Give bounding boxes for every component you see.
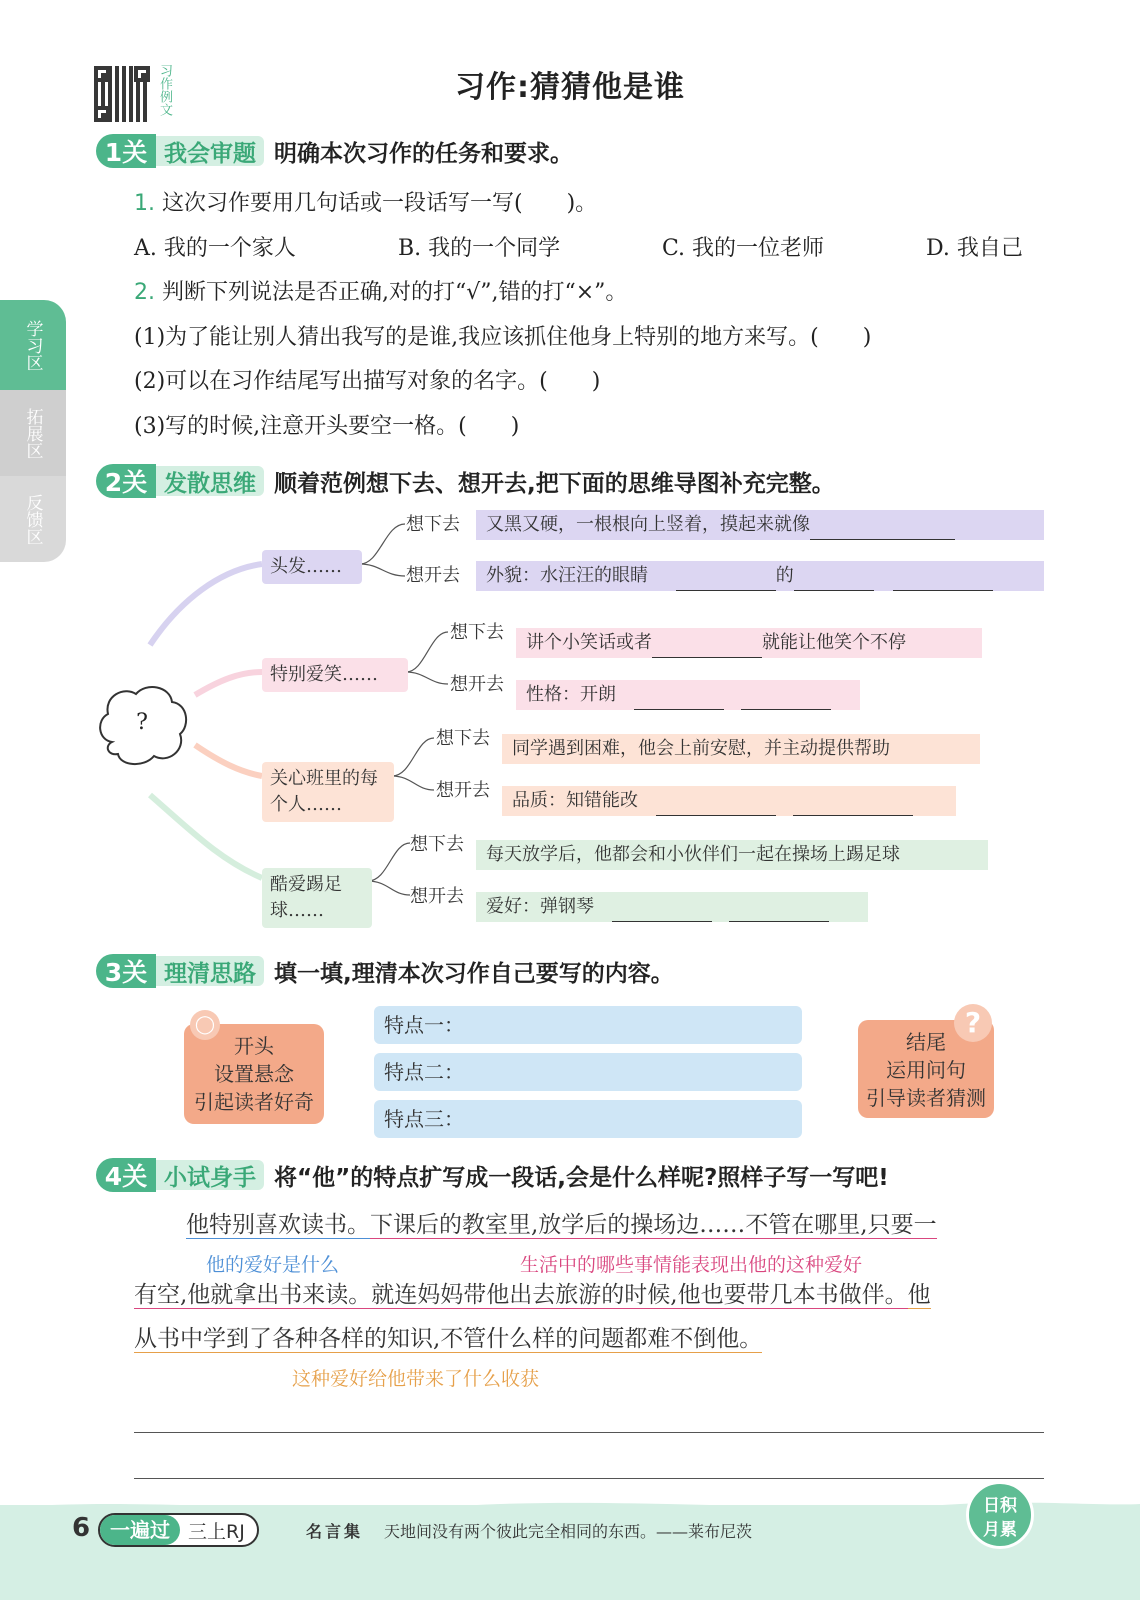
page-title: 习作:猜猜他是谁 bbox=[455, 70, 685, 105]
bar-text: 就能让他笑个不停 bbox=[762, 632, 906, 653]
grade-label: 三上RJ bbox=[188, 1520, 245, 1543]
bar-text: 讲个小笑话或者 bbox=[526, 632, 652, 653]
logo-line-2: 月累 bbox=[983, 1520, 1017, 1540]
question-number: 2. bbox=[134, 280, 155, 305]
step4-header bbox=[96, 1158, 889, 1192]
mindmap-node-laugh: 特别爱笑…… bbox=[262, 658, 408, 692]
step3-name: 理清思路 bbox=[156, 956, 264, 986]
step2-name: 发散思维 bbox=[156, 466, 264, 496]
question-2 bbox=[134, 275, 627, 306]
feature-3-field[interactable]: 特点三： bbox=[374, 1100, 802, 1138]
step2-number: 2关 bbox=[96, 464, 156, 498]
fill-blank[interactable] bbox=[634, 690, 724, 710]
feature-2-field[interactable]: 特点二： bbox=[374, 1053, 802, 1091]
fill-blank[interactable] bbox=[612, 902, 712, 922]
mindmap-bar bbox=[476, 892, 868, 922]
option-a[interactable]: A. 我的一个家人 bbox=[134, 236, 296, 261]
mindmap-node-care: 关心班里的每个人…… bbox=[262, 762, 394, 822]
statement-3[interactable]: (3)写的时候,注意开头要空一格。( ) bbox=[134, 414, 520, 439]
lead-think-open: 想开去 bbox=[410, 886, 464, 907]
mindmap-bar bbox=[516, 680, 860, 710]
lead-think-open: 想开去 bbox=[436, 780, 490, 801]
statement-1[interactable]: (1)为了能让别人猜出我写的是谁,我应该抓住他身上特别的地方来写。( ) bbox=[134, 325, 872, 350]
essay-sentence-examples: 下课后的教室里,放学后的操场边……不管在哪里,只要一 bbox=[370, 1212, 937, 1238]
step3-number: 3关 bbox=[96, 954, 156, 988]
mindmap-bar bbox=[516, 628, 982, 658]
step1-task: 明确本次习作的任务和要求。 bbox=[274, 140, 573, 167]
mindmap-node-hair: 头发…… bbox=[262, 550, 362, 584]
fill-blank[interactable] bbox=[729, 902, 829, 922]
fill-blank[interactable] bbox=[676, 571, 776, 591]
step2-task: 顺着范例想下去、想开去,把下面的思维导图补充完整。 bbox=[274, 470, 835, 497]
tab-extend[interactable]: 拓展区 bbox=[0, 390, 66, 476]
qr-corner bbox=[94, 106, 110, 122]
essay-line-1 bbox=[186, 1208, 937, 1242]
step3-task: 填一填,理清本次习作自己要写的内容。 bbox=[274, 960, 674, 987]
option-c[interactable]: C. 我的一位老师 bbox=[662, 236, 825, 261]
bar-text: 同学遇到困难，他会上前安慰，并主动提供帮助 bbox=[512, 738, 890, 759]
ending-line-1: 运用问句 bbox=[886, 1058, 966, 1082]
tab-study[interactable]: 学习区 bbox=[0, 300, 66, 390]
feature-1-field[interactable]: 特点一： bbox=[374, 1006, 802, 1044]
lead-think-down: 想下去 bbox=[436, 728, 490, 749]
option-d[interactable]: D. 我自己 bbox=[926, 236, 1023, 261]
writing-line[interactable] bbox=[134, 1478, 1044, 1479]
mindmap-bar bbox=[476, 510, 1044, 540]
brand-name: 一遍过 bbox=[100, 1515, 180, 1545]
lead-think-open: 想开去 bbox=[406, 565, 460, 586]
step1-name: 我会审题 bbox=[156, 136, 264, 166]
question-number: 1. bbox=[134, 191, 155, 216]
mindmap-bar bbox=[476, 561, 1044, 591]
step1-header bbox=[96, 134, 573, 168]
writing-line[interactable] bbox=[134, 1432, 1044, 1433]
footer bbox=[0, 1496, 1140, 1600]
daily-accumulation-logo bbox=[966, 1481, 1034, 1549]
fill-blank[interactable] bbox=[794, 571, 874, 591]
step4-name: 小试身手 bbox=[156, 1160, 264, 1190]
lead-think-open: 想开去 bbox=[450, 674, 504, 695]
fill-blank[interactable] bbox=[652, 638, 762, 658]
lightbulb-icon: ◯ bbox=[190, 1010, 220, 1040]
lead-think-down: 想下去 bbox=[450, 622, 504, 643]
essay-sentence-gain: 从书中学到了各种各样的知识,不管什么样的问题都难不倒他。 bbox=[134, 1326, 763, 1352]
bar-text: 品质：知错能改 bbox=[512, 790, 638, 811]
step4-number: 4关 bbox=[96, 1158, 156, 1192]
essay-line-2 bbox=[134, 1278, 931, 1312]
step2-header bbox=[96, 464, 835, 498]
step4-task: 将“他”的特点扩写成一段话,会是什么样呢?照样子写一写吧! bbox=[274, 1164, 889, 1191]
opening-line-1: 设置悬念 bbox=[214, 1062, 294, 1086]
mindmap-node-football: 酷爱踢足球…… bbox=[262, 868, 372, 928]
quote-label: 名言集 bbox=[306, 1522, 364, 1541]
fill-blank[interactable] bbox=[810, 520, 955, 540]
mindmap-bar bbox=[502, 734, 980, 764]
hint-hobby: 他的爱好是什么 bbox=[206, 1254, 340, 1276]
essay-sentence-gain-start: 他 bbox=[907, 1282, 931, 1308]
question-text: 判断下列说法是否正确,对的打“√”,错的打“×”。 bbox=[162, 280, 628, 305]
mindmap-bar bbox=[502, 786, 956, 816]
essay-sentence-examples-cont: 有空,他就拿出书来读。就连妈妈带他出去旅游的时候,他也要带几本书做伴。 bbox=[134, 1282, 908, 1308]
opening-title: 开头 bbox=[234, 1034, 274, 1058]
quote-text: 天地间没有两个彼此完全相同的东西。——莱布尼茨 bbox=[384, 1522, 753, 1541]
bar-text: 又黑又硬，一根根向上竖着，摸起来就像 bbox=[486, 514, 810, 535]
bar-text: 的 bbox=[775, 565, 794, 586]
option-b[interactable]: B. 我的一个同学 bbox=[398, 236, 561, 261]
mindmap-bar bbox=[476, 840, 988, 870]
step3-header bbox=[96, 954, 674, 988]
question-mark-icon: ? bbox=[954, 1004, 992, 1042]
hint-gain: 这种爱好给他带来了什么收获 bbox=[292, 1368, 540, 1390]
essay-sentence-hobby: 他特别喜欢读书。 bbox=[186, 1212, 370, 1238]
bar-text: 性格：开朗 bbox=[526, 684, 616, 705]
page-number: 6 bbox=[72, 1513, 91, 1543]
brand-badge bbox=[98, 1513, 259, 1547]
logo-line-1: 日积 bbox=[983, 1496, 1017, 1516]
bar-text: 爱好：弹钢琴 bbox=[486, 896, 594, 917]
lead-think-down: 想下去 bbox=[406, 514, 460, 535]
hint-examples: 生活中的哪些事情能表现出他的这种爱好 bbox=[520, 1254, 863, 1276]
fill-blank[interactable] bbox=[893, 571, 993, 591]
ending-title: 结尾 bbox=[906, 1030, 946, 1054]
opening-line-2: 引起读者好奇 bbox=[194, 1090, 314, 1114]
fill-blank[interactable] bbox=[741, 690, 831, 710]
qr-label: 习作例文 bbox=[157, 64, 172, 116]
step1-number: 1关 bbox=[96, 134, 156, 168]
question-text: 这次习作要用几句话或一段话写一写( )。 bbox=[162, 191, 598, 216]
tab-feedback[interactable]: 反馈区 bbox=[0, 476, 66, 562]
bar-text: 外貌：水汪汪的眼睛 bbox=[486, 565, 648, 586]
statement-2[interactable]: (2)可以在习作结尾写出描写对象的名字。( ) bbox=[134, 369, 601, 394]
fill-blank[interactable] bbox=[656, 796, 776, 816]
essay-line-3 bbox=[134, 1322, 762, 1356]
center-question-mark: ? bbox=[136, 710, 148, 735]
lead-think-down: 想下去 bbox=[410, 834, 464, 855]
bar-text: 每天放学后，他都会和小伙伴们一起在操场上踢足球 bbox=[486, 844, 900, 865]
fill-blank[interactable] bbox=[793, 796, 913, 816]
question-1 bbox=[134, 186, 597, 217]
ending-line-2: 引导读者猜测 bbox=[866, 1086, 986, 1110]
